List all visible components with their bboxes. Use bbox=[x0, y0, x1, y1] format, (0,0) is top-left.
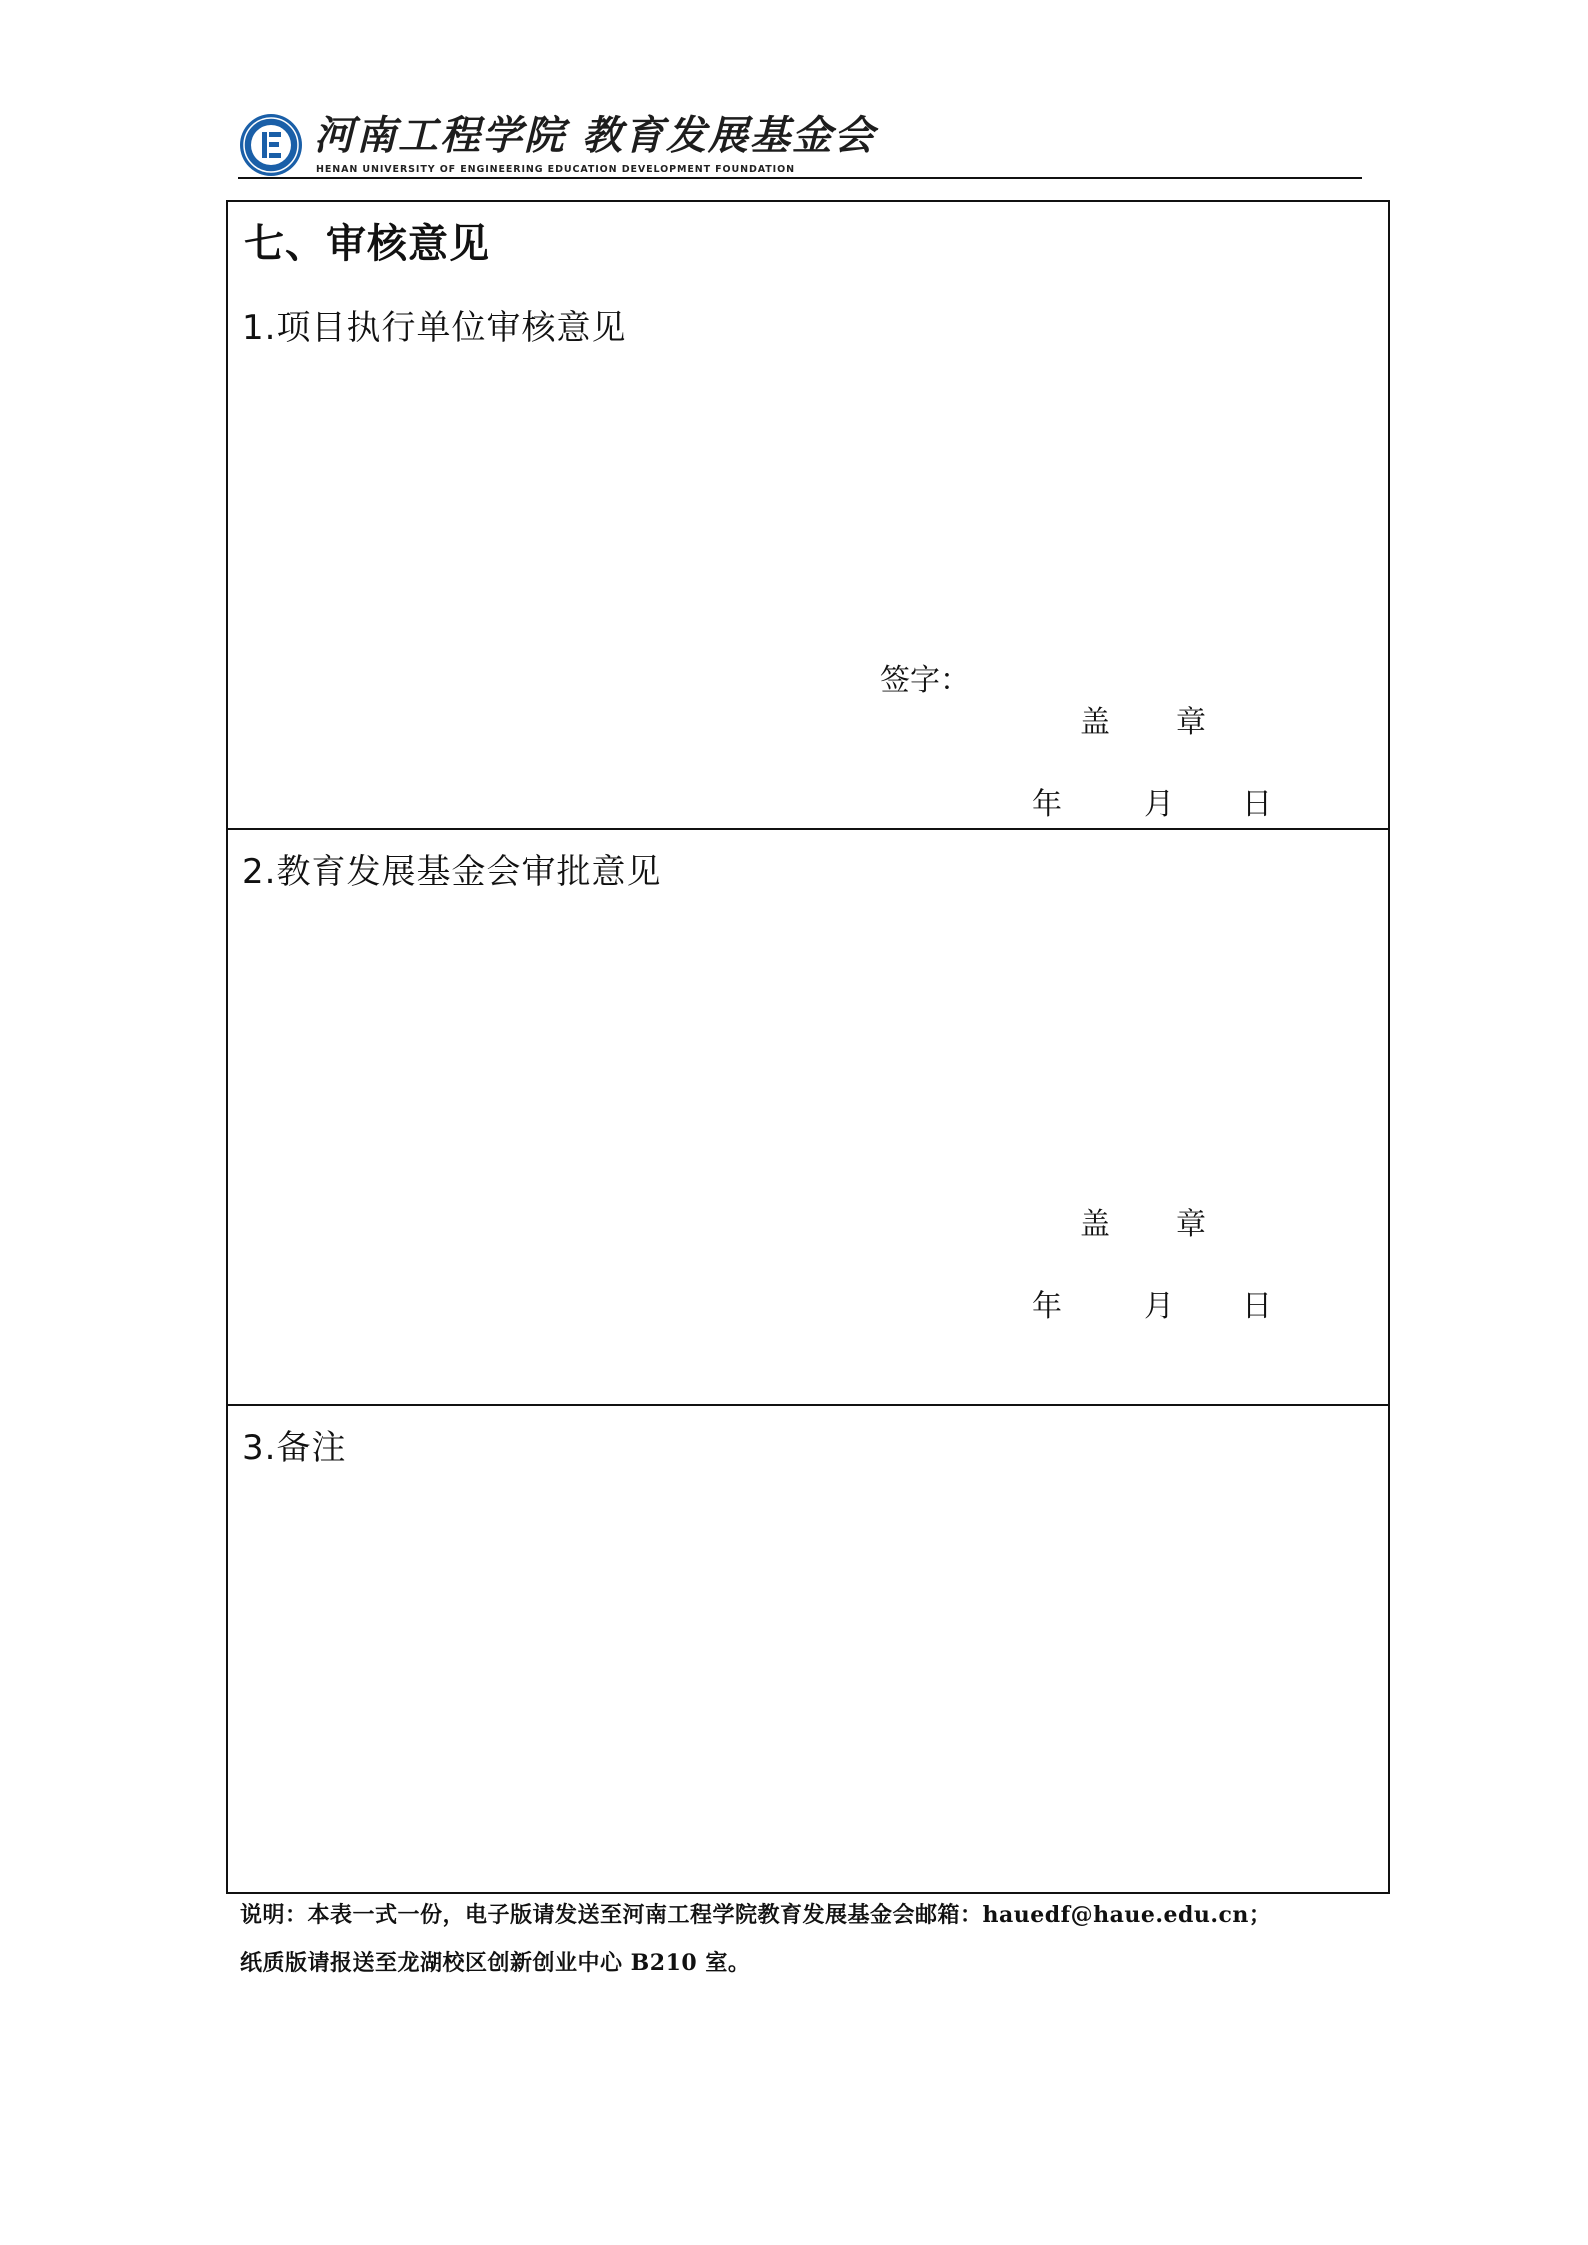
date-year-label: 年 bbox=[1032, 787, 1062, 822]
seal-label-char2: 章 bbox=[1176, 1207, 1206, 1242]
footer-note-line1: 说明：本表一式一份，电子版请发送至河南工程学院教育发展基金会邮箱：hauedf@haue.edu.cn； bbox=[240, 1902, 1272, 1928]
section-unit-review bbox=[228, 202, 1388, 830]
date-year-label: 年 bbox=[1032, 1289, 1062, 1324]
section-unit-review-label: 1.项目执行单位审核意见 bbox=[242, 308, 627, 348]
section-foundation-approval-label: 2.教育发展基金会审批意见 bbox=[242, 852, 662, 892]
date-day-label: 日 bbox=[1242, 1289, 1272, 1324]
section-remarks bbox=[228, 1406, 1388, 1894]
university-seal-icon bbox=[238, 112, 304, 178]
signature-label: 签字： bbox=[880, 663, 970, 698]
footer-note-line2: 纸质版请报送至龙湖校区创新创业中心 B210 室。 bbox=[240, 1950, 751, 1976]
org-name-cn: 河南工程学院 教育发展基金会 bbox=[314, 112, 876, 159]
org-name-en: HENAN UNIVERSITY OF ENGINEERING EDUCATION DEVELOPMENT FOUNDATION bbox=[316, 164, 795, 175]
header-divider bbox=[238, 177, 1362, 179]
letterhead bbox=[238, 108, 1362, 180]
date-month-label: 月 bbox=[1144, 1289, 1174, 1324]
section-foundation-approval bbox=[228, 830, 1388, 1406]
review-opinion-form bbox=[226, 200, 1390, 1894]
seal-label-char1: 盖 bbox=[1080, 1207, 1110, 1242]
seal-label-char1: 盖 bbox=[1080, 705, 1110, 740]
section-remarks-label: 3.备注 bbox=[242, 1428, 347, 1468]
form-title: 七、审核意见 bbox=[244, 221, 490, 267]
date-day-label: 日 bbox=[1242, 787, 1272, 822]
date-month-label: 月 bbox=[1144, 787, 1174, 822]
seal-label-char2: 章 bbox=[1176, 705, 1206, 740]
